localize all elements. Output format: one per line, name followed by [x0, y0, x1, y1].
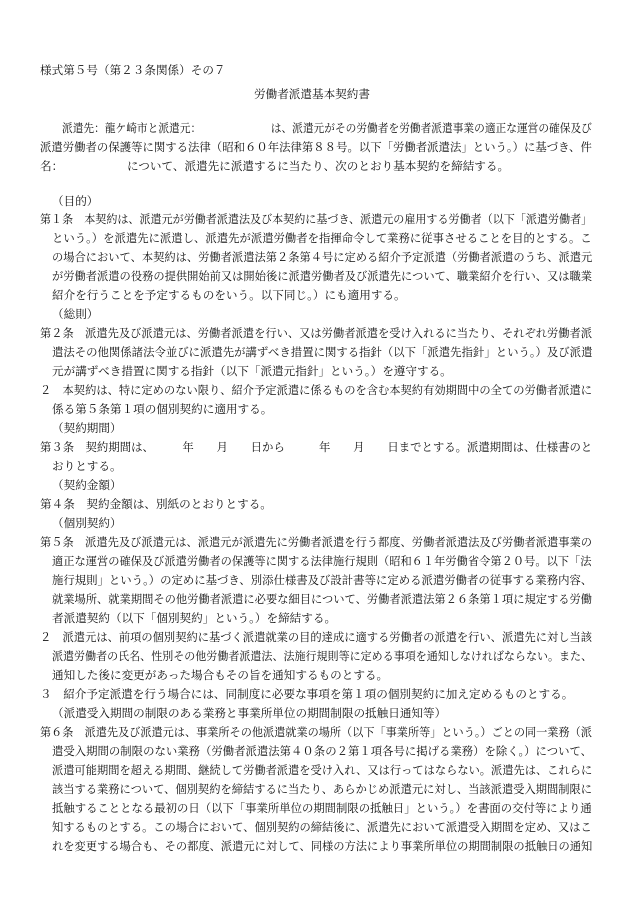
article-line: 適正な運営の確保及び派遣労働者の保護等に関する法律施行規則（昭和６１年労働省令第２０号。以下「法: [52, 554, 592, 568]
article-line: ２ 派遣元は、前項の個別契約に基づく派遣就業の目的達成に適する労働者の派遣を行い、派遣先に対し当該: [40, 630, 593, 644]
preamble-line: 名： について、派遣先に派遣するに当たり、次のとおり基本契約を締結する。: [40, 159, 510, 173]
section-heading: （個別契約）: [52, 516, 122, 530]
article-line: 派遣可能期間を超える期間、継続して労働者派遣を受け入れ、又は行ってはならない。派遣先は、これらに: [52, 763, 593, 777]
article-line: の場合において、本契約は、労働者派遣法第２条第４号に定める紹介予定派遣（労働者派遣のうち、派遣元: [52, 250, 593, 264]
article-line: おりとする。: [52, 459, 122, 473]
article-line: 就業場所、就業期間その他労働者派遣に必要な細目について、労働者派遣法第２６条第１項に規定する労働: [52, 592, 593, 606]
section-heading: （契約金額）: [52, 478, 122, 492]
section-heading: （総則）: [52, 307, 99, 321]
article-line: 遣受入期間の制限のない業務（労働者派遣法第４０条の２第１項各号に掲げる業務）を除く。）について、: [52, 744, 593, 758]
article-line: ３ 紹介予定派遣を行う場合には、同制度に必要な事項を第１項の個別契約に加え定めるものとする。: [40, 687, 574, 701]
article-line: 遣法その他関係諸法令並びに派遣先が講ずべき措置に関する指針（以下「派遣先指針」という。）及び派遣: [52, 345, 593, 359]
preamble-line: 派遣労働者の保護等に関する法律（昭和６０年法律第８８号。以下「労働者派遣法」という。）に基づき、件: [40, 140, 592, 154]
article-line: が労働者派遣の役務の提供開始前又は開始後に派遣労働者及び派遣先について、職業紹介を行い、又は職業: [52, 269, 593, 283]
preamble-line: 派遣先：龍ケ崎市と派遣元： は、派遣元がその労働者を労働者派遣事業の適正な運営の確保及び: [62, 121, 592, 135]
article-line: 施行規則」という。）の定めに基づき、別添仕様書及び設計書等に定める派遣労働者の従事する業務内容、: [52, 573, 593, 587]
article-line: 抵触することとなる最初の日（以下「事業所単位の期間制限の抵触日」という。）を書面の交付等により通: [52, 801, 592, 815]
article-line: 第６条 派遣先及び派遣元は、事業所その他派遣就業の場所（以下「事業所等」という。）ごとの同一業務（派: [40, 725, 592, 739]
section-heading: （目的）: [52, 194, 99, 208]
section-heading: （契約期間）: [52, 421, 122, 435]
article-line: 該当する業務について、個別契約を締結するに当たり、あらかじめ派遣元に対し、当該派遣受入期間制限に: [52, 782, 593, 796]
article-line: 第４条 契約金額は、別紙のとおりとする。: [40, 497, 272, 511]
article-line: 派遣労働者の氏名、性別その他労働者派遣法、法施行規則等に定める事項を通知しなければならない。また、: [52, 649, 593, 663]
article-line: という。）を派遣先に派遣し、派遣先が派遣労働者を指揮命令して業務に従事させることを目的とする。こ: [52, 231, 592, 245]
article-line: 第５条 派遣先及び派遣元は、派遣元が派遣先に労働者派遣を行う都度、労働者派遣法及び労働者派遣事業の: [40, 535, 593, 549]
article-line: 第２条 派遣先及び派遣元は、労働者派遣を行い、又は労働者派遣を受け入れるに当たり、それぞれ労働者派: [40, 326, 593, 340]
section-heading: （派遣受入期間の制限のある業務と事業所単位の期間制限の抵触日通知等）: [52, 706, 447, 720]
article-line: 知するものとする。この場合において、個別契約の締結後に、派遣先において派遣受入期間を定め、又はこ: [52, 820, 592, 834]
article-line: 通知した後に変更があった場合もその旨を通知するものとする。: [52, 668, 389, 682]
form-number: 様式第５号（第２３条関係）その７: [40, 63, 226, 77]
article-line: 第１条 本契約は、派遣元が労働者派遣法及び本契約に基づき、派遣元の雇用する労働者（以下「派遣労働者」: [40, 212, 593, 226]
article-line: 係る第５条第１項の個別契約に適用する。: [52, 402, 273, 416]
article-line: 元が講ずべき措置に関する指針（以下「派遣元指針」という。）を遵守する。: [52, 364, 452, 378]
article-line: ２ 本契約は、特に定めのない限り、紹介予定派遣に係るものを含む本契約有効期間中の全ての労働者派遣に: [40, 383, 593, 397]
article-line: れを変更する場合も、その都度、派遣元に対して、同様の方法により事業所単位の期間制限の抵触日の通知: [52, 839, 593, 853]
article-line: 第３条 契約期間は、 年 月 日から 年 月 日までとする。派遣期間は、仕様書のと: [40, 440, 593, 454]
article-line: 者派遣契約（以下「個別契約」という。）を締結する。: [52, 611, 337, 625]
article-line: 紹介を行うことを予定するものをいう。以下同じ。）にも適用する。: [52, 288, 406, 302]
document-title: 労働者派遣基本契約書: [254, 87, 370, 101]
